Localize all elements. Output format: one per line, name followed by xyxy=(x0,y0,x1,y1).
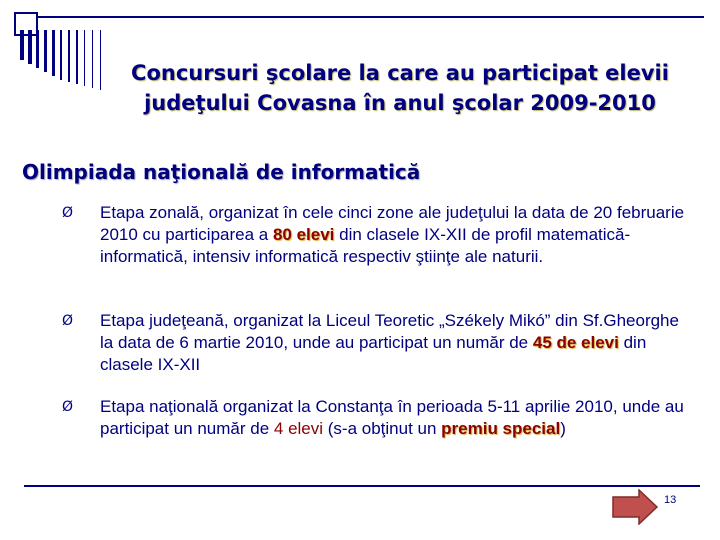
next-arrow-icon[interactable] xyxy=(611,489,659,525)
page-number: 13 xyxy=(664,494,677,506)
slide-title xyxy=(100,58,700,118)
title-line-1: Concursuri şcolare la care au participat elevii xyxy=(131,61,669,85)
arrow-bullet-icon: Ø xyxy=(62,313,74,329)
list-item-county: Etapa judeţeană, organizat la Liceul Teoretic „Székely Mikó” din Sf.Gheorghe la data de 6 martie 2010, unde au participat un număr de 45 de elevi din clasele IX-XII xyxy=(100,311,679,374)
section-heading: Olimpiada naţională de informatică xyxy=(22,160,421,184)
bottom-rule xyxy=(24,485,700,487)
title-line-2: judeţului Covasna în anul şcolar 2009-2010 xyxy=(144,91,656,115)
top-rule xyxy=(14,16,704,18)
list-item-national: Etapa naţională organizat la Constanţa în perioada 5-11 aprilie 2010, unde au participat un număr de 4 elevi (s-a obţinut un premiu special) xyxy=(100,397,684,438)
arrow-bullet-icon: Ø xyxy=(62,399,74,415)
list-item-zonal: Etapa zonală, organizat în cele cinci zone ale judeţului la data de 20 februarie 2010 cu participarea a 80 elevi din clasele IX-XII de profil matematică-informatică, intensiv informatică respectiv ştiinţe ale naturii. xyxy=(100,203,685,266)
arrow-bullet-icon: Ø xyxy=(62,205,74,221)
